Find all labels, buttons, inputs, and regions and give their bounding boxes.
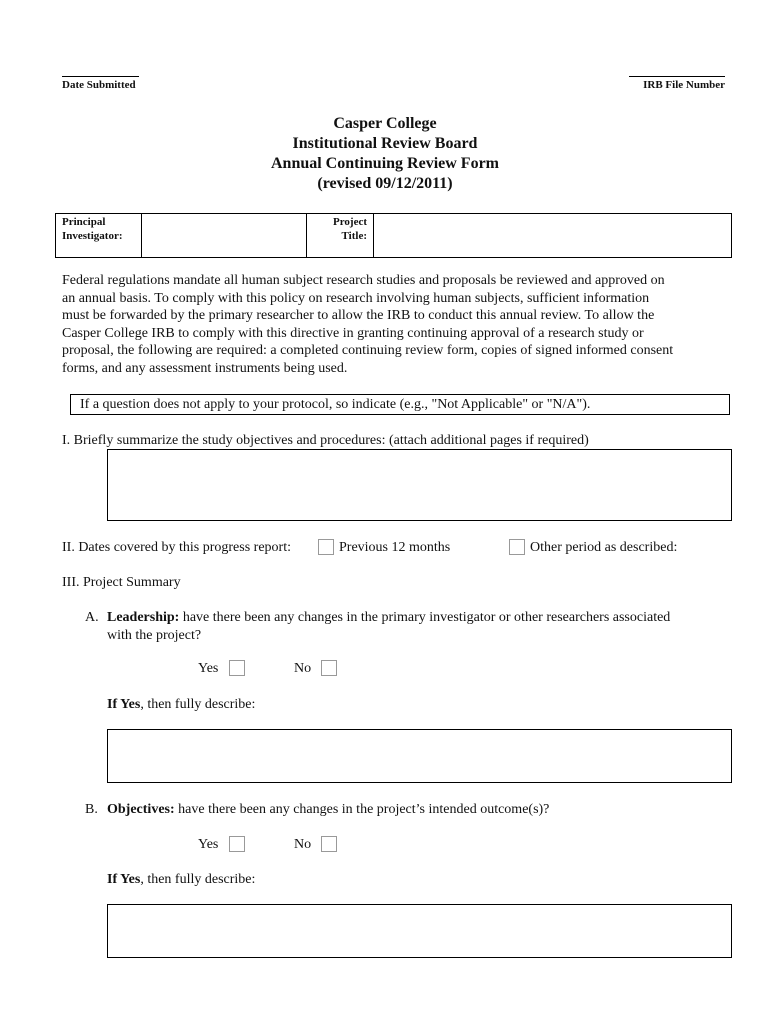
intro-line: Casper College IRB to comply with this directive in granting continuing approval of a research study or	[62, 325, 644, 341]
leadership-if-yes-instruction	[107, 696, 255, 714]
pi-value-field[interactable]	[142, 214, 307, 257]
item-a-marker: A.	[85, 610, 99, 625]
irb-file-number-label: IRB File Number	[643, 79, 725, 91]
leadership-yes-label: Yes	[198, 661, 219, 676]
leadership-no-label: No	[294, 661, 312, 676]
date-submitted-blank[interactable]	[62, 64, 139, 77]
not-applicable-notice: If a question does not apply to your protocol, so indicate (e.g., "Not Applicable" or "N/A").	[70, 394, 730, 415]
if-yes-bold: If Yes	[107, 697, 141, 712]
intro-line: an annual basis. To comply with this policy on research involving human subjects, sufficient information	[62, 290, 650, 306]
project-title-label-cell	[307, 214, 374, 257]
board-name: Institutional Review Board	[292, 135, 478, 152]
pi-label-line2: Investigator:	[62, 230, 123, 242]
leadership-describe-field[interactable]	[107, 729, 732, 783]
objectives-heading: Objectives:	[107, 802, 175, 817]
pi-label-line1: Principal	[62, 216, 106, 228]
item-b-marker: B.	[85, 802, 98, 817]
leadership-no-checkbox[interactable]	[321, 660, 337, 676]
objectives-yes-label: Yes	[198, 837, 219, 852]
section-3-label: III. Project Summary	[62, 575, 181, 590]
intro-paragraph	[62, 272, 742, 377]
if-yes-bold: If Yes	[107, 872, 141, 887]
date-submitted-label: Date Submitted	[62, 79, 136, 91]
objectives-question-text: have there been any changes in the project’s intended outcome(s)?	[174, 802, 550, 817]
study-summary-field[interactable]	[107, 449, 732, 521]
investigator-project-table	[55, 213, 732, 258]
item-b-question	[107, 801, 549, 819]
leadership-question-text-2: with the project?	[107, 627, 202, 643]
previous-12-months-checkbox[interactable]	[318, 539, 334, 555]
if-yes-rest: , then fully describe:	[140, 872, 256, 887]
form-title: Annual Continuing Review Form	[270, 155, 500, 172]
section-2-label: II. Dates covered by this progress report:	[62, 540, 291, 555]
intro-line: must be forwarded by the primary researcher to allow the IRB to conduct this annual review. To allow the	[62, 308, 655, 323]
section-1-label: I. Briefly summarize the study objectives and procedures: (attach additional pages if required)	[62, 433, 589, 448]
intro-line: proposal, the following are required: a completed continuing review form, copies of signed informed consent	[62, 343, 674, 358]
form-revision: (revised 09/12/2011)	[317, 175, 453, 192]
objectives-no-checkbox[interactable]	[321, 836, 337, 852]
leadership-yes-checkbox[interactable]	[229, 660, 245, 676]
item-a-question	[107, 609, 737, 644]
project-title-field[interactable]	[374, 214, 731, 257]
leadership-heading: Leadership:	[107, 610, 180, 625]
intro-line: Federal regulations mandate all human subject research studies and proposals be reviewed and approved on	[62, 273, 665, 288]
if-yes-rest: , then fully describe:	[140, 697, 256, 712]
other-period-checkbox[interactable]	[509, 539, 525, 555]
leadership-question-text: have there been any changes in the primary investigator or other researchers associated	[179, 610, 671, 625]
irb-file-number-blank[interactable]	[629, 64, 725, 77]
other-period-label: Other period as described:	[530, 540, 678, 555]
objectives-yes-checkbox[interactable]	[229, 836, 245, 852]
previous-12-months-label: Previous 12 months	[339, 540, 451, 555]
intro-line: forms, and any assessment instruments being used.	[62, 360, 348, 376]
pi-label-cell	[56, 214, 142, 257]
project-label-line1: Project	[333, 216, 367, 228]
objectives-describe-field[interactable]	[107, 904, 732, 958]
objectives-no-label: No	[294, 837, 312, 852]
project-label-line2: Title:	[341, 230, 367, 242]
objectives-if-yes-instruction	[107, 871, 255, 889]
college-name: Casper College	[333, 115, 437, 132]
